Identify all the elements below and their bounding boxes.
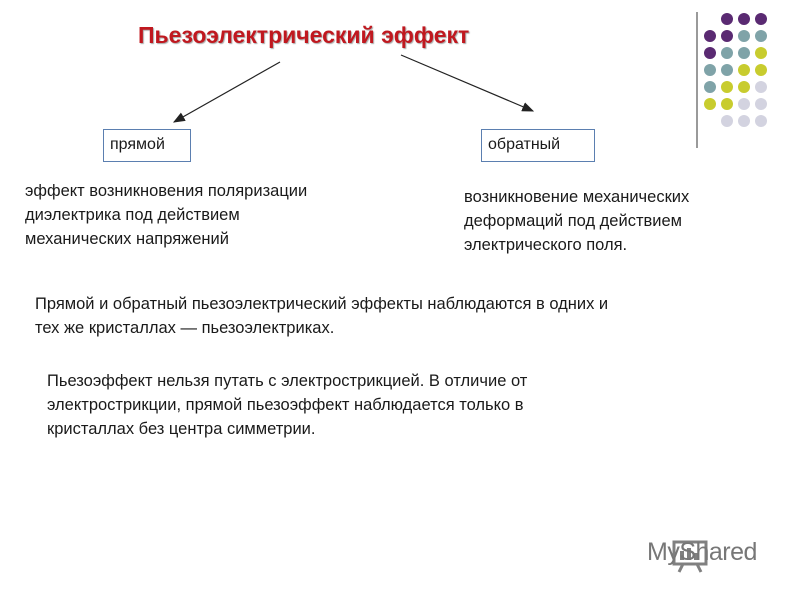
decorative-dot bbox=[738, 81, 750, 93]
paragraph-piezoelectrics: Прямой и обратный пьезоэлектрический эффекты наблюдаются в одних и тех же кристаллах — пьезоэлектриках. bbox=[35, 295, 609, 337]
decorative-dot bbox=[755, 64, 767, 76]
decorative-dot bbox=[721, 81, 733, 93]
decorative-dot bbox=[738, 30, 750, 42]
decorative-dot bbox=[738, 98, 750, 110]
decorative-dot bbox=[755, 30, 767, 42]
arrow-to-direct bbox=[174, 62, 280, 122]
arrow-to-inverse bbox=[401, 55, 533, 111]
decorative-dot bbox=[721, 30, 733, 42]
decorative-dot bbox=[721, 47, 733, 59]
direct-effect-description: эффект возникновения поляризации диэлектрика под действием механических напряжений bbox=[25, 182, 308, 248]
watermark-logo-text: MyShared bbox=[647, 538, 757, 566]
decorative-dot bbox=[721, 64, 733, 76]
decorative-dot bbox=[738, 47, 750, 59]
branch-box-inverse: обратный bbox=[481, 129, 595, 162]
decorative-dot bbox=[755, 115, 767, 127]
decorative-dot bbox=[755, 13, 767, 25]
decorative-dot bbox=[721, 115, 733, 127]
paragraph-electrostriction: Пьезоэффект нельзя путать с электрострикцией. В отличие от электрострикции, прямой пьезоэффект наблюдается только в кристаллах без центра симметрии. bbox=[47, 372, 528, 438]
decorative-dot bbox=[738, 13, 750, 25]
decorative-dot bbox=[704, 98, 716, 110]
decorative-dot bbox=[755, 98, 767, 110]
decorative-divider bbox=[696, 12, 698, 148]
decorative-dot bbox=[704, 47, 716, 59]
branch-box-direct: прямой bbox=[103, 129, 191, 162]
decorative-dot bbox=[704, 81, 716, 93]
decorative-dot bbox=[755, 81, 767, 93]
decorative-dot bbox=[704, 64, 716, 76]
decorative-dot-grid bbox=[700, 11, 780, 131]
decorative-dot bbox=[738, 115, 750, 127]
page-title: Пьезоэлектрический эффект bbox=[138, 22, 470, 48]
inverse-effect-description: возникновение механических деформаций под действием электрического поля. bbox=[464, 188, 690, 254]
decorative-dot bbox=[738, 64, 750, 76]
decorative-dot bbox=[755, 47, 767, 59]
decorative-dot bbox=[721, 98, 733, 110]
decorative-dot bbox=[704, 30, 716, 42]
decorative-dot bbox=[721, 13, 733, 25]
